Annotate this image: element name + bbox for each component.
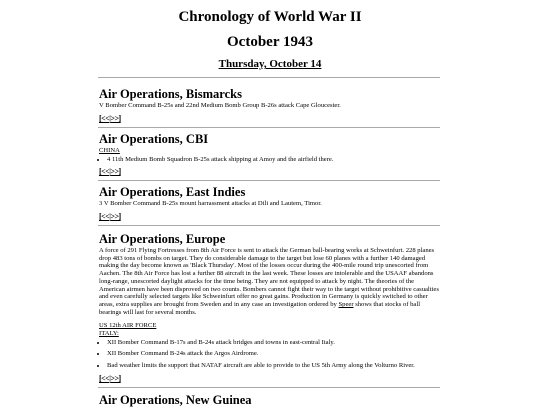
- nav-back-link[interactable]: [<<: [99, 167, 110, 177]
- section-nav: [99, 212, 439, 221]
- nav-separator: |: [109, 113, 111, 123]
- section-nav: [99, 114, 439, 123]
- list-item: • XII Bomber Command B-17s and B-24s attack bridges and towns in east-central Italy.: [107, 339, 439, 347]
- divider: [98, 127, 440, 128]
- nav-separator: |: [109, 211, 111, 221]
- section-europe: [99, 233, 439, 383]
- nav-separator: |: [109, 373, 111, 383]
- section-subheading: ITALY:: [99, 330, 119, 338]
- nav-back-link[interactable]: [<<: [99, 211, 110, 221]
- section-heading: Air Operations, CBI: [99, 132, 209, 146]
- item-list: [99, 156, 439, 164]
- section-subheading: CHINA: [99, 147, 120, 154]
- section-text: 3 V Bomber Command B-25s mount harrassment attacks at Dili and Lautem, Timor.: [99, 200, 322, 207]
- section-bismarcks: [99, 88, 439, 123]
- nav-forward-link[interactable]: >>]: [110, 373, 121, 383]
- page-date: Thursday, October 14: [218, 58, 322, 70]
- divider: [98, 387, 440, 388]
- section-text: V Bomber Command B-25s and 22nd Medium Bomb Group B-26s attack Cape Gloucester.: [99, 102, 341, 109]
- section-heading: Air Operations, Europe: [99, 232, 226, 246]
- page-title: Chronology of World War II: [178, 9, 362, 25]
- nav-back-link[interactable]: [<<: [99, 113, 110, 123]
- nav-forward-link[interactable]: >>]: [110, 167, 121, 177]
- section-subheading: US 12th AIR FORCE: [99, 322, 157, 330]
- section-text: [99, 247, 439, 316]
- page-month: October 1943: [227, 34, 313, 50]
- speer-link[interactable]: Speer: [338, 300, 354, 308]
- section-heading: Air Operations, New Guinea: [99, 393, 252, 407]
- item-list: [99, 339, 439, 370]
- divider: [98, 77, 440, 78]
- nav-forward-link[interactable]: >>]: [110, 211, 121, 221]
- nav-back-link[interactable]: [<<: [99, 373, 110, 383]
- section-new-guinea: [99, 394, 439, 407]
- divider: [98, 225, 440, 226]
- section-heading: Air Operations, East Indies: [99, 185, 246, 199]
- list-item: • 4 11th Medium Bomb Squadron B-25s attack shipping at Amoy and the airfield there.: [107, 156, 439, 164]
- section-nav: [99, 374, 439, 383]
- section-east-indies: [99, 186, 439, 221]
- section-text-end: shows that stocks of ball bearings will last for several months.: [99, 300, 421, 316]
- list-item: • Bad weather limits the support that NATAF aircraft are able to provide to the US 5th Army along the Volturno River.: [107, 362, 439, 370]
- list-item: • XII Bomber Command B-24s attack the Argos Airdrome.: [107, 350, 439, 358]
- divider: [98, 180, 440, 181]
- nav-forward-link[interactable]: >>]: [110, 113, 121, 123]
- section-heading: Air Operations, Bismarcks: [99, 87, 242, 101]
- nav-separator: |: [109, 167, 111, 177]
- section-cbi: [99, 133, 439, 176]
- section-nav: [99, 167, 439, 176]
- section-text-main: A force of 291 Flying Fortresses from 8th Air Force is sent to attack the German ball-bearing works at Schweinfurt. 228 planes drop 483 tons of bombs on target. They do considerable damage to the target but lose 60 planes with a further 140 damaged making the day become known as 'Black Thursday'. Most of the losses occur during the 400-mile round trip unescorted from Aachen. The 8th Air Force has lost a further 88 aircraft in the last week. These losses are intolerable and the USAAF abandons long-range, unescorted daylight attacks for the time being. They are not equipped to attack by night. The theories of the American airmen have been disproved on two counts. Bombers cannot fight their way to the target without prohibitive casualties and even carefully selected targets like Schweinfurt offer no great gains. Production in Germany is quickly switched to other areas, extra supplies are brought from Sweden and in any case an investigation ordered by: [99, 247, 439, 308]
